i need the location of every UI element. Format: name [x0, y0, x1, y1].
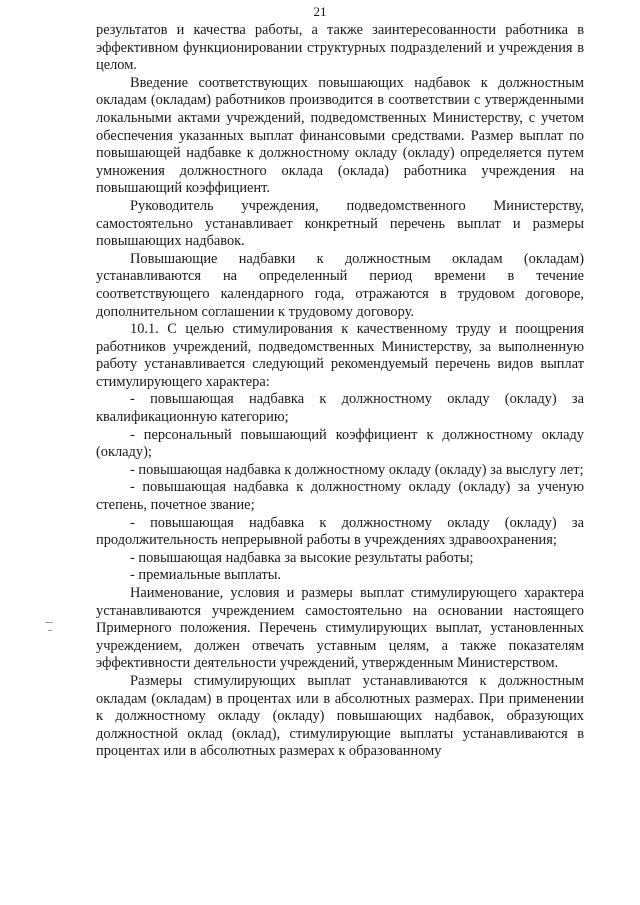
list-item: - повышающая надбавка к должностному окладу (окладу) за квалификационную категорию;: [96, 391, 584, 426]
margin-mark-bottom: [48, 630, 52, 631]
paragraph-continuation: результатов и качества работы, а также заинтересованности работника в эффективном функционировании структурных подразделений и учреждения в целом.: [96, 22, 584, 74]
paragraph-10-1: 10.1. С целью стимулирования к качественному труду и поощрения работников учреждений, подведомственных Министерству, за выполненную работу устанавливается следующий рекомендуемый перечень видов выплат стимулирующего характера:: [96, 321, 584, 390]
paragraph-naming-conditions: Наименование, условия и размеры выплат стимулирующего характера устанавливаются учреждением самостоятельно на основании настоящего Примерного положения. Перечень стимулирующих выплат, установленных учреждением, должен отвечать уставным целям, а также показателям эффективности деятельности учреждений, утвержденным Министерством.: [96, 585, 584, 672]
margin-mark-top: [45, 622, 53, 623]
paragraph-surcharge-introduction: Введение соответствующих повышающих надбавок к должностным окладам (окладам) работников производится в соответствии с утвержденными локальными актами учреждений, подведомственных Министерству, с учетом обеспечения указанных выплат финансовыми средствами. Размер выплат по повышающей надбавке к должностному окладу (окладу) определяется путем умножения должностного оклада (оклада) работника учреждения на повышающий коэффициент.: [96, 74, 584, 197]
paragraph-payment-sizes: Размеры стимулирующих выплат устанавливаются к должностным окладам (окладам) в процентах или в абсолютных размерах. При применении к должностному окладу (окладу) повышающих надбавок, образующих должностной оклад (оклад), стимулирующие выплаты устанавливаются в процентах или в абсолютных размерах к образованному: [96, 672, 584, 760]
list-item: - премиальные выплаты.: [130, 567, 282, 584]
page-number: 21: [313, 4, 327, 19]
list-item: - повышающая надбавка к должностному окладу (окладу) за выслугу лет;: [130, 461, 584, 478]
paragraph-surcharge-period: Повышающие надбавки к должностным окладам (окладам) устанавливаются на определенный период времени в течение соответствующего календарного года, отражаются в трудовом договоре, дополнительном соглашении к трудовому договору.: [96, 250, 584, 320]
list-item: - повышающая надбавка к должностному окладу (окладу) за продолжительность непрерывной работы в учреждениях здравоохранения;: [96, 514, 584, 549]
list-item: - повышающая надбавка за высокие результаты работы;: [130, 549, 474, 566]
paragraph-director-sets-list: Руководитель учреждения, подведомственного Министерству, самостоятельно устанавливает конкретный перечень выплат и размеры повышающих надбавок.: [96, 197, 584, 250]
document-body: [96, 22, 584, 761]
list-item: - повышающая надбавка к должностному окладу (окладу) за ученую степень, почетное звание;: [96, 479, 584, 514]
list-item: - персональный повышающий коэффициент к должностному окладу (окладу);: [96, 426, 584, 461]
